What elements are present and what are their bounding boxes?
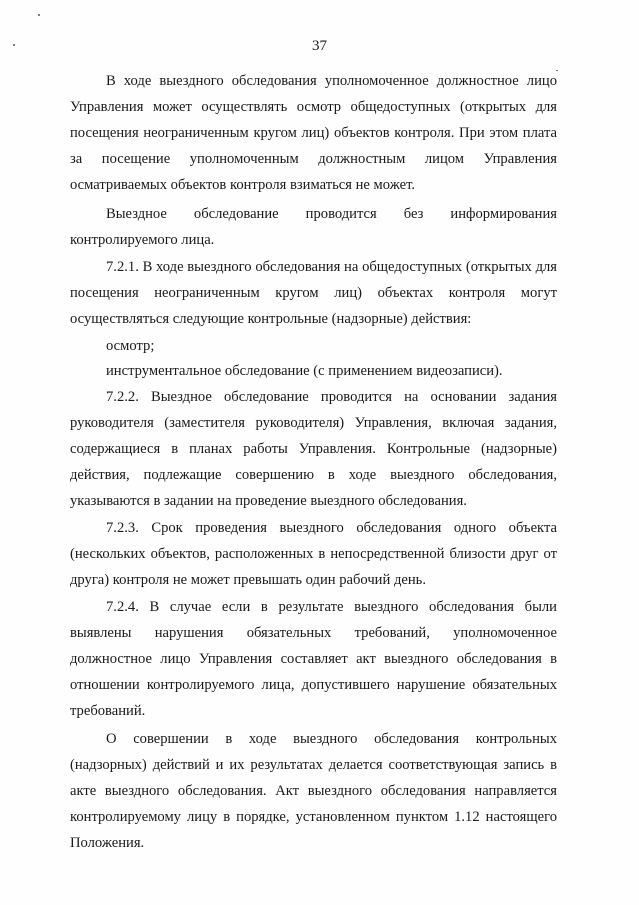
scan-speck: [38, 14, 40, 16]
text-block-7: [70, 515, 557, 593]
text-block-4: [70, 333, 557, 359]
page-number: 37: [312, 38, 327, 54]
paragraph-7-2-4: 7.2.4. В случае если в результате выездного обследования были выявлены нарушения обязательных требований, уполномоченное должностное лицо Управления составляет акт выездного обследования в отношении контролируемого лица, допустившего нарушение обязательных требований.: [70, 599, 557, 719]
paragraph-no-notification: Выездное обследование проводится без информирования контролируемого лица.: [70, 206, 557, 248]
text-block-3: [70, 254, 557, 332]
list-item-inspection: осмотр;: [106, 338, 155, 354]
paragraph-act-record: О совершении в ходе выездного обследования контрольных (надзорных) действий и их результатах делается соответствующая запись в акте выездного обследования. Акт выездного обследования направляется контролируемому лицу в порядке, установленном пунктом 1.12 настоящего Положения.: [70, 731, 557, 851]
text-block-8: [70, 594, 557, 724]
paragraph-7-2-3: 7.2.3. Срок проведения выездного обследования одного объекта (нескольких объектов, расположенных в непосредственной близости друг от друга) контроля не может превышать один рабочий день.: [70, 520, 557, 588]
text-block-9: [70, 726, 557, 856]
text-block-1: [70, 68, 557, 198]
paragraph-inspection-intro: В ходе выездного обследования уполномоченное должностное лицо Управления может осуществлять осмотр общедоступных (открытых для посещения неограниченным кругом лиц) объектов контроля. При этом плата за посещение уполномоченным должностным лицом Управления осматриваемых объектов контроля взиматься не может.: [70, 73, 557, 193]
paragraph-7-2-1: 7.2.1. В ходе выездного обследования на общедоступных (открытых для посещения неограниченным кругом лиц) объектах контроля могут осуществляться следующие контрольные (надзорные) действия:: [70, 259, 557, 327]
text-block-6: [70, 384, 557, 514]
paragraph-7-2-2: 7.2.2. Выездное обследование проводится на основании задания руководителя (заместителя руководителя) Управления, включая задания, содержащиеся в планах работы Управления. Контрольные (надзорные) действия, подлежащие совершению в ходе выездного обследования, указываются в задании на проведение выездного обследования.: [70, 389, 557, 509]
text-block-2: [70, 201, 557, 253]
text-block-5: [70, 358, 557, 384]
list-item-instrumental: инструментальное обследование (с применением видеозаписи).: [106, 363, 503, 379]
